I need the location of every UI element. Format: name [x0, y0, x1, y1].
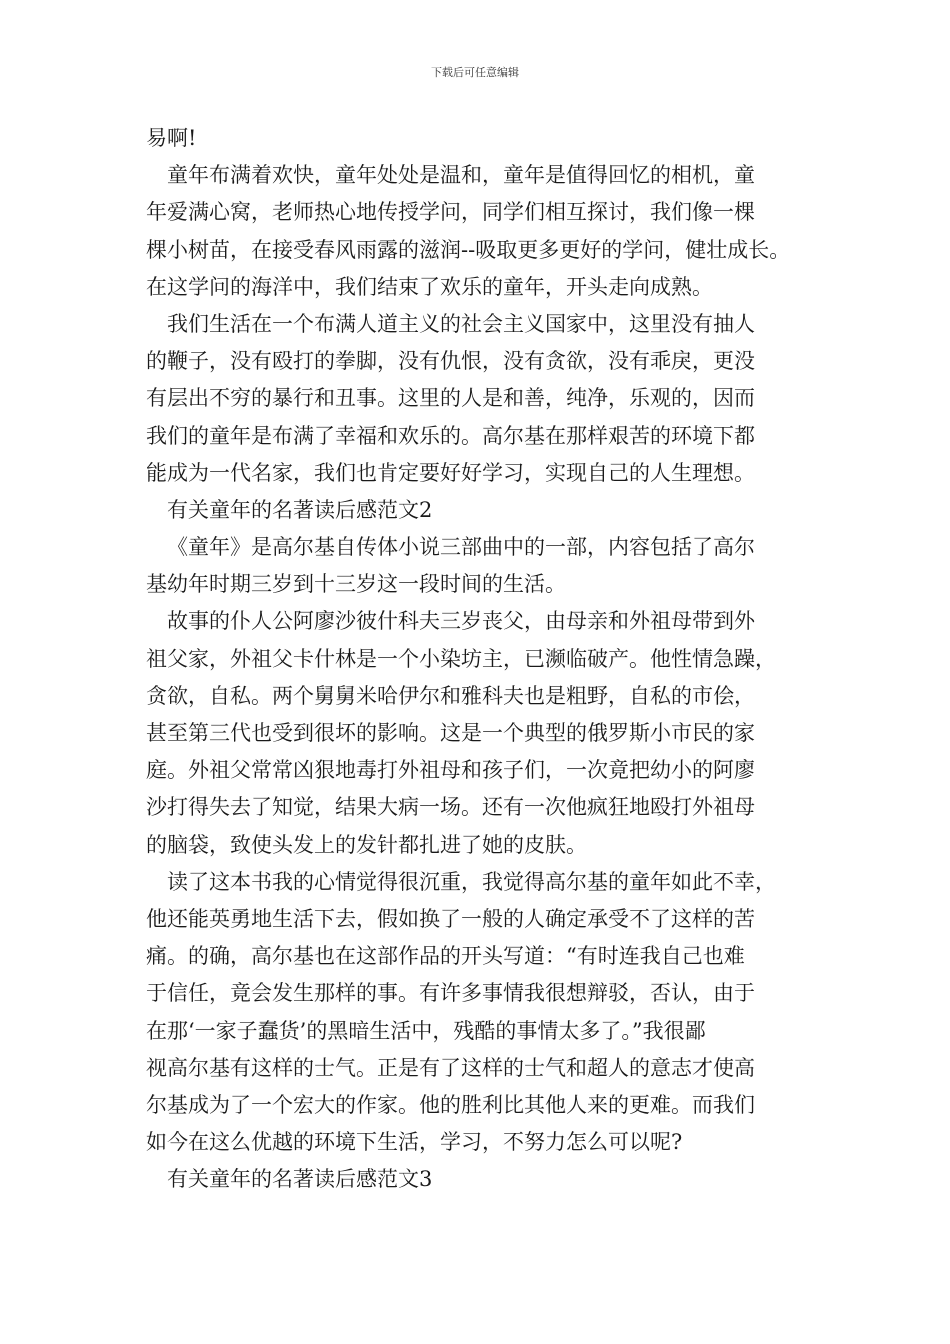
text-line: 易啊!	[146, 126, 197, 150]
text-line: 祖父家，外祖父卡什林是一个小染坊主，已濒临破产。他性情急躁，	[146, 646, 776, 671]
text-line: 我们的童年是布满了幸福和欢乐的。高尔基在那样艰苦的环境下都	[146, 423, 755, 448]
page-header-note: 下载后可任意编辑	[431, 66, 519, 79]
text-line: 基幼年时期三岁到十三岁这一段时间的生活。	[146, 572, 566, 597]
text-line: 贪欲，自私。两个舅舅米哈伊尔和雅科夫也是粗野，自私的市侩，	[146, 683, 755, 708]
document-body	[146, 120, 822, 1198]
text-line: 于信任，竟会发生那样的事。有许多事情我很想辩驳，否认，由于	[146, 981, 755, 1006]
text-line: 童年布满着欢快，童年处处是温和，童年是值得回忆的相机，童	[167, 163, 755, 188]
text-line: 《童年》是高尔基自传体小说三部曲中的一部，内容包括了高尔	[167, 535, 755, 560]
text-line: 能成为一代名家，我们也肯定要好好学习，实现自己的人生理想。	[146, 460, 755, 485]
text-line: 痛。的确，高尔基也在这部作品的开头写道：“有时连我自己也难	[146, 944, 745, 969]
text-line: 的鞭子，没有殴打的拳脚，没有仇恨，没有贪欲，没有乖戾，更没	[146, 349, 755, 374]
text-line: 我们生活在一个布满人道主义的社会主义国家中，这里没有抽人	[167, 311, 755, 336]
text-line: 在那‘一家子蠢货’的黑暗生活中，残酷的事情太多了。”我很鄙	[146, 1018, 706, 1043]
text-line: 有层出不穷的暴行和丑事。这里的人是和善，纯净，乐观的，因而	[146, 386, 755, 411]
text-line: 的脑袋，致使头发上的发针都扎进了她的皮肤。	[146, 832, 587, 857]
text-line: 沙打得失去了知觉，结果大病一场。还有一次他疯狂地殴打外祖母	[146, 795, 755, 820]
text-line: 甚至第三代也受到很坏的影响。这是一个典型的俄罗斯小市民的家	[146, 721, 755, 745]
text-line: 棵小树苗，在接受春风雨露的滋润--吸取更多更好的学问，健壮成长。	[146, 237, 791, 262]
text-line: 年爱满心窝，老师热心地传授学问，同学们相互探讨，我们像一棵	[146, 200, 755, 225]
text-line: 庭。外祖父常常凶狠地毒打外祖母和孩子们，一次竟把幼小的阿廖	[146, 758, 755, 783]
text-line: 他还能英勇地生活下去，假如换了一般的人确定承受不了这样的苦	[146, 906, 755, 931]
text-line: 读了这本书我的心情觉得很沉重，我觉得高尔基的童年如此不幸，	[167, 869, 776, 894]
text-line: 尔基成为了一个宏大的作家。他的胜利比其他人来的更难。而我们	[146, 1092, 755, 1117]
text-line: 有关童年的名著读后感范文2	[167, 497, 433, 522]
text-line: 故事的仆人公阿廖沙彼什科夫三岁丧父，由母亲和外祖母带到外	[167, 609, 755, 634]
text-line: 有关童年的名著读后感范文3	[167, 1167, 433, 1192]
text-line: 视高尔基有这样的士气。正是有了这样的士气和超人的意志才使高	[146, 1055, 755, 1080]
text-line: 如今在这么优越的环境下生活，学习，不努力怎么可以呢?	[146, 1130, 683, 1155]
text-line: 在这学问的海洋中，我们结束了欢乐的童年，开头走向成熟。	[146, 274, 713, 299]
